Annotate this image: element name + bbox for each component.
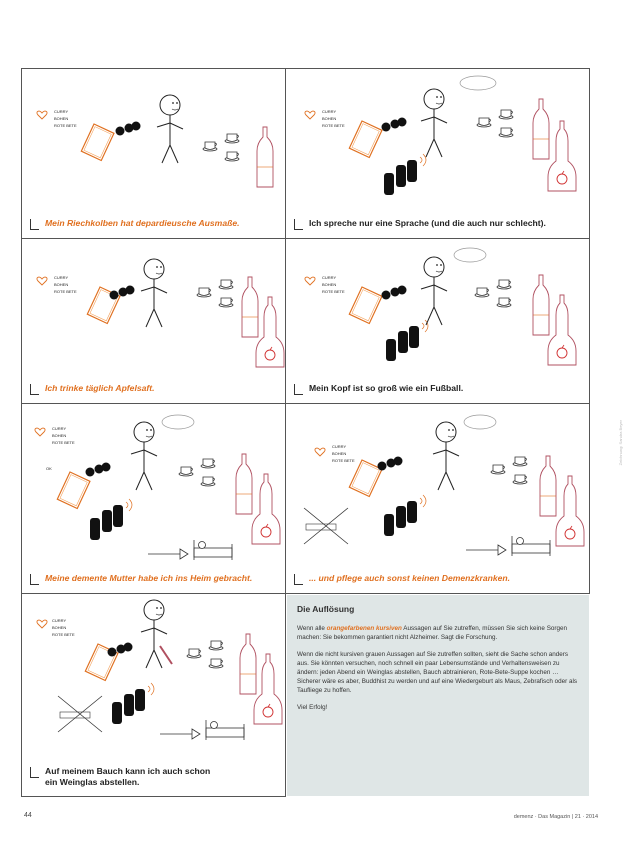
checkbox[interactable]: [30, 219, 39, 230]
caption-text: Mein Kopf ist so groß wie ein Fußball.: [309, 383, 464, 393]
menu-line-1: CURRY: [322, 109, 337, 114]
menu-line-3: ROTE BETE: [322, 123, 345, 128]
menu-line-1: CURRY: [54, 275, 69, 280]
menu-line-3: ROTE BETE: [52, 632, 75, 637]
menu-line-2: BOHEN: [52, 625, 67, 630]
checkbox[interactable]: [294, 574, 303, 585]
solution-paragraph-3: Viel Erfolg!: [297, 704, 328, 711]
solution-p1-highlight: orangefarbenen kursiven: [326, 625, 402, 632]
menu-line-2: BOHEN: [54, 282, 69, 287]
menu-card: [286, 69, 590, 239]
menu-line-3: ROTE BETE: [322, 289, 345, 294]
caption-6: [294, 573, 510, 585]
panel-1: [22, 69, 286, 239]
solution-box: [287, 595, 589, 796]
checkbox[interactable]: [30, 384, 39, 395]
solution-title: Die Auflösung: [297, 604, 355, 614]
menu-line-2: BOHEN: [332, 451, 347, 456]
menu-line-1: CURRY: [54, 109, 69, 114]
menu-line-2: BOHEN: [322, 282, 337, 287]
caption-text: ... und pflege auch sonst keinen Demenzkranken.: [309, 573, 511, 583]
menu-card: [286, 239, 590, 404]
caption-text: Meine demente Mutter habe ich ins Heim gebracht.: [45, 573, 253, 583]
page-number: 44: [24, 812, 32, 819]
menu-line-3: ROTE BETE: [332, 458, 355, 463]
menu-card: [22, 69, 286, 239]
menu-line-1: CURRY: [52, 426, 67, 431]
caption-line-1: Auf meinem Bauch kann ich auch schon: [45, 766, 211, 776]
caption-1: [30, 218, 240, 230]
caption-7: [30, 766, 210, 788]
solution-paragraph-2: Wenn die nicht kursiven grauen Aussagen auf Sie zutreffen sollten, sieht die Sache schon anders aus. Sie könnten versuchen, noch schnell ein paar Lebensumstände und Verhaltensweisen zu ändern: jeden Abend ein Weinglas abstellen, Bauch abtrainieren, Rote-Bete-Suppe kochen … Sicherer wäre es aber, Buddhist zu werden und auf eine Wiedergeburt als Maus, Zebrafisch oder als Taufliege zu hoffen.: [297, 651, 578, 694]
checkbox[interactable]: [294, 384, 303, 395]
menu-line-3: ROTE BETE: [54, 123, 77, 128]
panel-6: [286, 404, 590, 594]
caption-5: [30, 573, 252, 585]
menu-line-1: CURRY: [322, 275, 337, 280]
menu-line-2: BOHEN: [54, 116, 69, 121]
illustration-credit: Zeichnung: Sandra Beyer: [618, 420, 623, 466]
panel-2: [286, 69, 590, 239]
solution-p1-before: Wenn alle: [297, 625, 327, 632]
menu-line-1: CURRY: [52, 618, 67, 623]
solution-p1-after: Aussagen auf Sie zutreffen, müssen Sie sich keine Sorgen machen: Sie bekommen garantiert nicht Alzheimer. Sagt die Forschung.: [297, 625, 567, 641]
caption-text: Ich trinke täglich Apfelsaft.: [45, 383, 155, 393]
caption-2: [294, 218, 546, 230]
menu-line-1: CURRY: [332, 444, 347, 449]
caption-4: [294, 383, 463, 395]
caption-text: [45, 766, 210, 788]
panel-4: [286, 239, 590, 404]
panel-7: [22, 594, 286, 797]
caption-text: Mein Riechkolben hat depardieusche Ausmaße.: [45, 218, 240, 228]
caption-3: [30, 383, 155, 395]
menu-card: [22, 404, 286, 594]
checkbox[interactable]: [30, 767, 39, 778]
menu-line-3: ROTE BETE: [54, 289, 77, 294]
checkbox[interactable]: [30, 574, 39, 585]
panel-5: [22, 404, 286, 594]
menu-card: [22, 239, 286, 404]
menu-line-3: ROTE BETE: [52, 440, 75, 445]
panel-3: [22, 239, 286, 404]
extra-label: OK: [46, 466, 52, 471]
solution-paragraph-1: [297, 624, 579, 642]
caption-text: Ich spreche nur eine Sprache (und die auch nur schlecht).: [309, 218, 546, 228]
menu-card: [286, 404, 590, 594]
comic-grid: [21, 68, 590, 797]
magazine-footer: demenz · Das Magazin | 21 · 2014: [513, 814, 598, 820]
caption-line-2: ein Weinglas abstellen.: [45, 777, 140, 787]
checkbox[interactable]: [294, 219, 303, 230]
menu-line-2: BOHEN: [322, 116, 337, 121]
menu-line-2: BOHEN: [52, 433, 67, 438]
